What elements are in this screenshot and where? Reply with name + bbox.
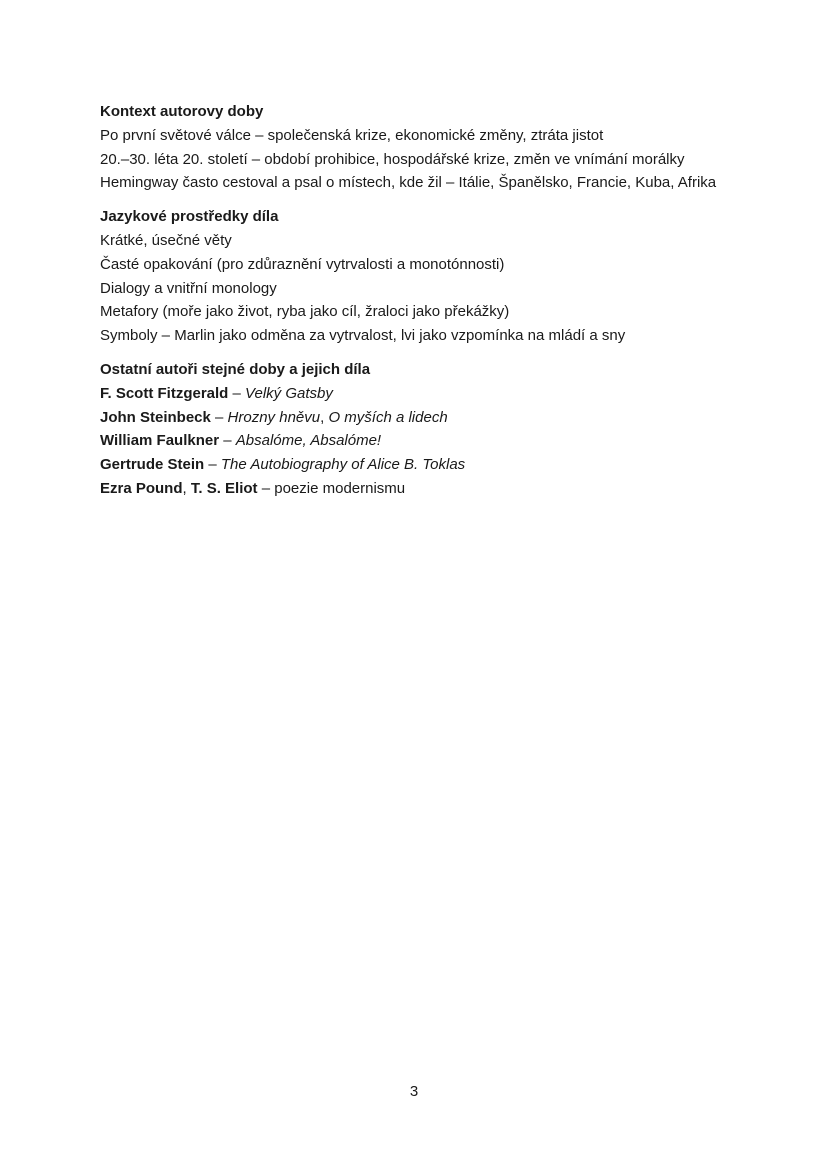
entry-separator: – bbox=[219, 432, 236, 450]
author-name: William Faulkner bbox=[100, 432, 220, 450]
author-name: John Steinbeck bbox=[100, 408, 211, 426]
language-line-5: Symboly – Marlin jako odměna za vytrvalost, lvi jako vzpomínka na mládí a sny bbox=[100, 327, 626, 345]
author-entry-pound-eliot bbox=[100, 477, 740, 501]
work-separator: , bbox=[320, 408, 329, 426]
work-title: The Autobiography of Alice B. Toklas bbox=[220, 456, 466, 474]
section-language bbox=[100, 205, 740, 348]
section-heading-context: Kontext autorovy doby bbox=[100, 103, 264, 120]
context-line-2: 20.–30. léta 20. století – období prohibice, hospodářské krize, změn ve vnímání morálky bbox=[100, 150, 685, 168]
author-entry-stein bbox=[100, 453, 740, 477]
author-entry-fitzgerald bbox=[100, 382, 740, 406]
language-line-4: Metafory (moře jako život, ryba jako cíl, žraloci jako překážky) bbox=[100, 303, 510, 321]
entry-separator: – bbox=[210, 408, 228, 426]
entry-separator: – bbox=[204, 456, 221, 474]
context-line-3: Hemingway často cestoval a psal o místech, kde žil – Itálie, Španělsko, Francie, Kuba, Afrika bbox=[100, 174, 717, 192]
work-description: poezie modernismu bbox=[274, 479, 406, 497]
section-context bbox=[100, 100, 740, 195]
author-name: Ezra Pound bbox=[100, 479, 183, 497]
language-line-3: Dialogy a vnitřní monology bbox=[100, 279, 277, 297]
work-title: Absalóme, Absalóme! bbox=[235, 432, 382, 450]
author-separator: , bbox=[182, 479, 191, 497]
work-title: O myších a lidech bbox=[328, 408, 448, 426]
language-line-1: Krátké, úsečné věty bbox=[100, 231, 232, 249]
entry-separator: – bbox=[228, 384, 246, 402]
author-entry-faulkner bbox=[100, 429, 740, 453]
section-heading-authors: Ostatní autoři stejné doby a jejich díla bbox=[100, 360, 371, 378]
author-name: T. S. Eliot bbox=[190, 479, 258, 497]
author-entry-steinbeck bbox=[100, 406, 740, 430]
section-authors bbox=[100, 358, 740, 501]
page-number: 3 bbox=[409, 1083, 419, 1100]
entry-separator: – bbox=[257, 479, 275, 497]
author-name: Gertrude Stein bbox=[100, 456, 205, 474]
work-title: Velký Gatsby bbox=[245, 384, 333, 402]
work-title: Hrozny hněvu bbox=[227, 408, 321, 426]
section-heading-language: Jazykové prostředky díla bbox=[100, 208, 279, 226]
context-line-1: Po první světové válce – společenská krize, ekonomické změny, ztráta jistot bbox=[100, 126, 604, 144]
language-line-2: Časté opakování (pro zdůraznění vytrvalosti a monotónnosti) bbox=[100, 255, 505, 273]
author-name: F. Scott Fitzgerald bbox=[100, 384, 229, 402]
page-content bbox=[100, 100, 740, 511]
